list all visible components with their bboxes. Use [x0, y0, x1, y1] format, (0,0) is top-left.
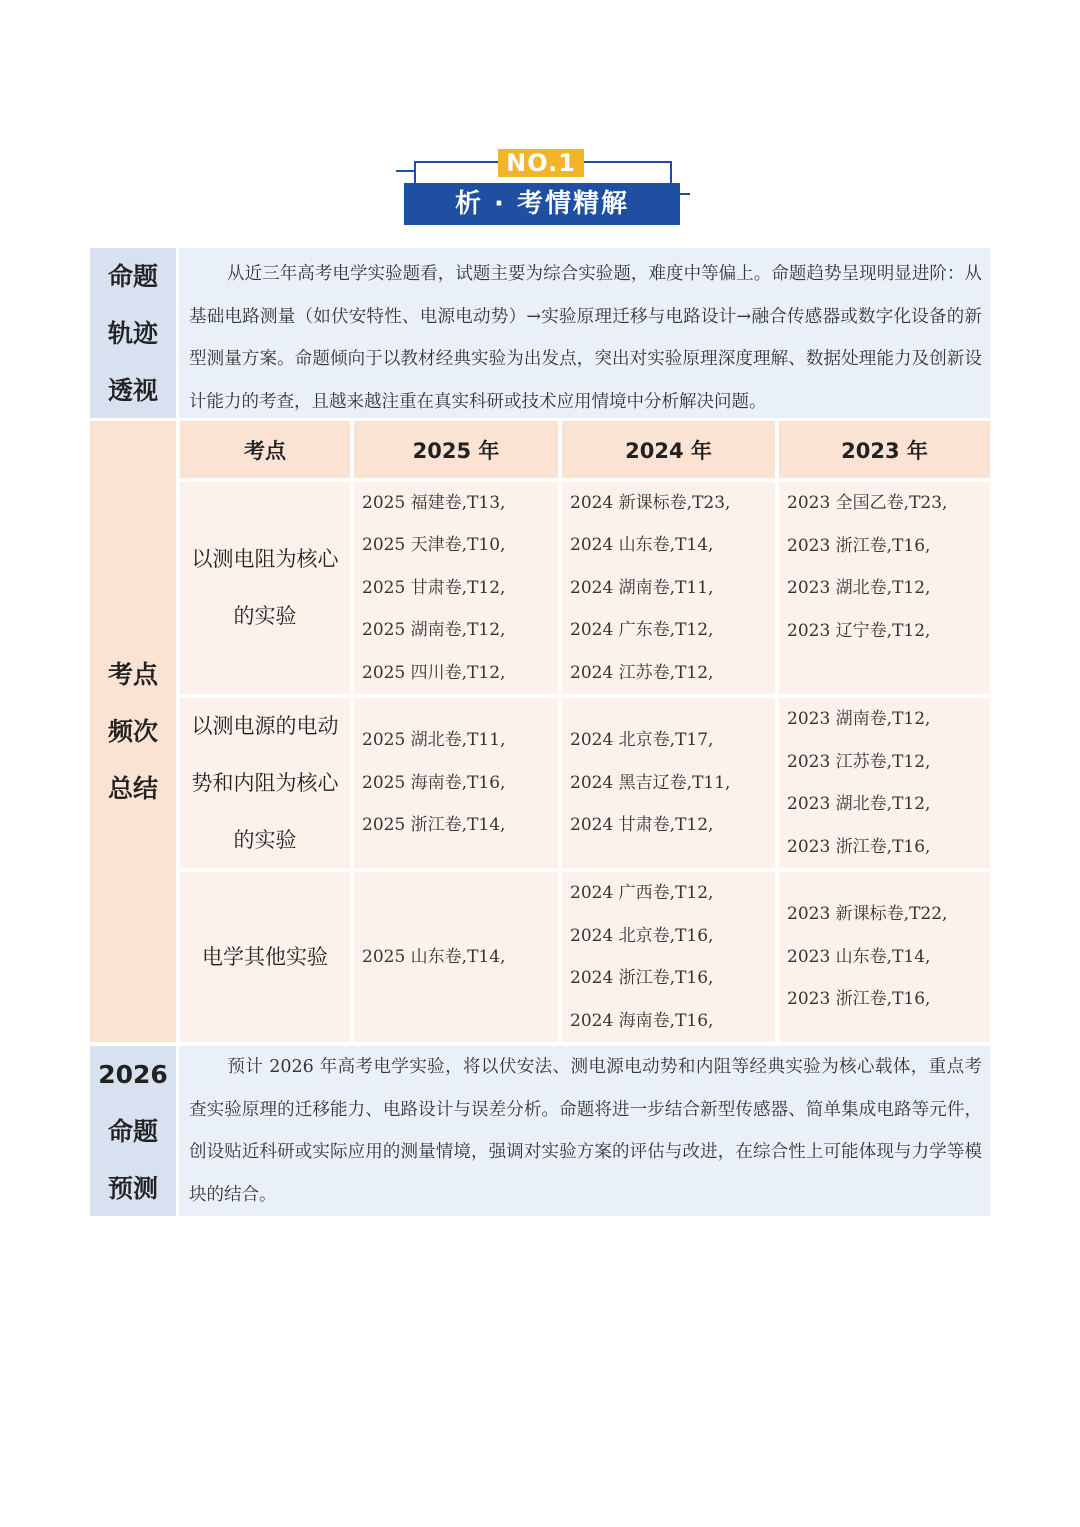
table-cell-2023 [779, 698, 990, 868]
exam-entry: 2024 浙江卷,T16, [570, 968, 714, 988]
exam-entry: 2023 湖南卷,T12, [787, 709, 931, 729]
topic-line: 势和内阻为核心 [191, 770, 339, 795]
table-cell-2025 [354, 872, 558, 1042]
topic-line: 的实验 [233, 604, 297, 628]
exam-entry: 2024 黑吉辽卷,T11, [570, 772, 731, 793]
section1-label-line: 透视 [107, 375, 158, 405]
exam-entry: 2023 湖北卷,T12, [787, 794, 931, 814]
section-header [0, 0, 1080, 240]
section3-text: 预计 2026 年高考电学实验，将以伏安法、测电源电动势和内阻等经典实验为核心载体，重点考查实验原理的迁移能力、电路设计与误差分析。命题将进一步结合新型传感器、简单集成电路等元件，创设贴近科研或实际应用的测量情境，强调对实验方案的评估与改进，在综合性上可能体现与力学等模块的结合。 [189, 1057, 982, 1205]
exam-entry: 2023 江苏卷,T12, [787, 751, 931, 772]
table-row-topic [180, 698, 350, 868]
section3-label [90, 1046, 176, 1216]
exam-entry: 2025 浙江卷,T14, [362, 815, 506, 836]
exam-entry: 2023 新课标卷,T22, [787, 904, 948, 925]
exam-entry: 2024 湖南卷,T11, [570, 577, 714, 598]
exam-entry: 2025 湖南卷,T12, [362, 620, 506, 641]
exam-entry: 2025 四川卷,T12, [362, 662, 506, 683]
section3-label-line: 2026 [98, 1059, 168, 1089]
table-cell-2023 [779, 872, 990, 1042]
table-header-2024: 2024 年 [562, 421, 775, 478]
exam-entry: 2023 浙江卷,T16, [787, 535, 931, 556]
exam-entry: 2023 浙江卷,T16, [787, 836, 931, 857]
section2-label-line: 考点 [107, 660, 158, 689]
exam-entry: 2023 湖北卷,T12, [787, 578, 931, 598]
table-cell-2024 [562, 482, 775, 694]
exam-entry: 2024 新课标卷,T23, [570, 492, 731, 513]
exam-entry: 2025 福建卷,T13, [362, 492, 506, 513]
header-line-right-vert [670, 161, 672, 183]
header-line-top [414, 161, 498, 163]
exam-entry: 2024 江苏卷,T12, [570, 662, 714, 683]
topic-line: 以测电源的电动 [191, 713, 339, 738]
header-line-left-stub [396, 170, 416, 172]
header-title: 析 · 考情精解 [404, 183, 680, 225]
exam-entry: 2023 浙江卷,T16, [787, 989, 931, 1010]
exam-entry: 2024 北京卷,T16, [570, 925, 714, 946]
exam-entry: 2023 辽宁卷,T12, [787, 620, 931, 641]
section2-label [90, 421, 176, 1042]
section1-body [179, 248, 990, 418]
topic-line: 的实验 [233, 827, 297, 852]
table-cell-2025 [354, 698, 558, 868]
table-header-topic: 考点 [180, 421, 350, 478]
table-cell-2023 [779, 482, 990, 694]
exam-entry: 2025 甘肃卷,T12, [362, 577, 506, 598]
exam-entry: 2024 北京卷,T17, [570, 730, 714, 751]
section1-label-line: 命题 [107, 261, 158, 291]
exam-entry: 2025 山东卷,T14, [362, 946, 506, 967]
table-row-topic [180, 872, 350, 1042]
section1-label-line: 轨迹 [107, 318, 158, 348]
exam-entry: 2025 湖北卷,T11, [362, 730, 506, 751]
header-line-left-vert [414, 161, 416, 183]
section1-label [90, 248, 176, 418]
exam-entry: 2024 山东卷,T14, [570, 535, 714, 556]
header-badge: NO.1 [498, 149, 584, 177]
exam-entry: 2023 山东卷,T14, [787, 946, 931, 967]
section2-label-line: 频次 [107, 717, 158, 746]
exam-entry: 2025 天津卷,T10, [362, 535, 506, 556]
exam-entry: 2025 海南卷,T16, [362, 772, 506, 793]
table-header-2025: 2025 年 [354, 421, 558, 478]
section3-label-line: 预测 [107, 1173, 158, 1203]
section3-label-line: 命题 [107, 1116, 158, 1146]
exam-entry: 2023 全国乙卷,T23, [787, 493, 948, 513]
exam-entry: 2024 广东卷,T12, [570, 620, 714, 641]
exam-entry: 2024 海南卷,T16, [570, 1010, 714, 1031]
header-line-right-stub [680, 193, 690, 195]
table-cell-2024 [562, 698, 775, 868]
section2-label-line: 总结 [107, 774, 158, 803]
topic-line: 以测电阻为核心 [191, 547, 339, 571]
exam-entry: 2024 广西卷,T12, [570, 883, 714, 903]
section1-text: 从近三年高考电学实验题看，试题主要为综合实验题，难度中等偏上。命题趋势呈现明显进阶：从基础电路测量（如伏安特性、电源电动势）→实验原理迁移与电路设计→融合传感器或数字化设备的新型测量方案。命题倾向于以教材经典实验为出发点，突出对实验原理深度理解、数据处理能力及创新设计能力的考查，且越来越注重在真实科研或技术应用情境中分析解决问题。 [189, 264, 982, 412]
header-line-top-right [584, 161, 672, 163]
table-row-topic [180, 482, 350, 694]
table-header-2023: 2023 年 [779, 421, 990, 478]
table-cell-2025 [354, 482, 558, 694]
topic-line: 电学其他实验 [202, 944, 328, 969]
exam-entry: 2024 甘肃卷,T12, [570, 815, 714, 836]
table-cell-2024 [562, 872, 775, 1042]
section3-body [179, 1046, 990, 1216]
